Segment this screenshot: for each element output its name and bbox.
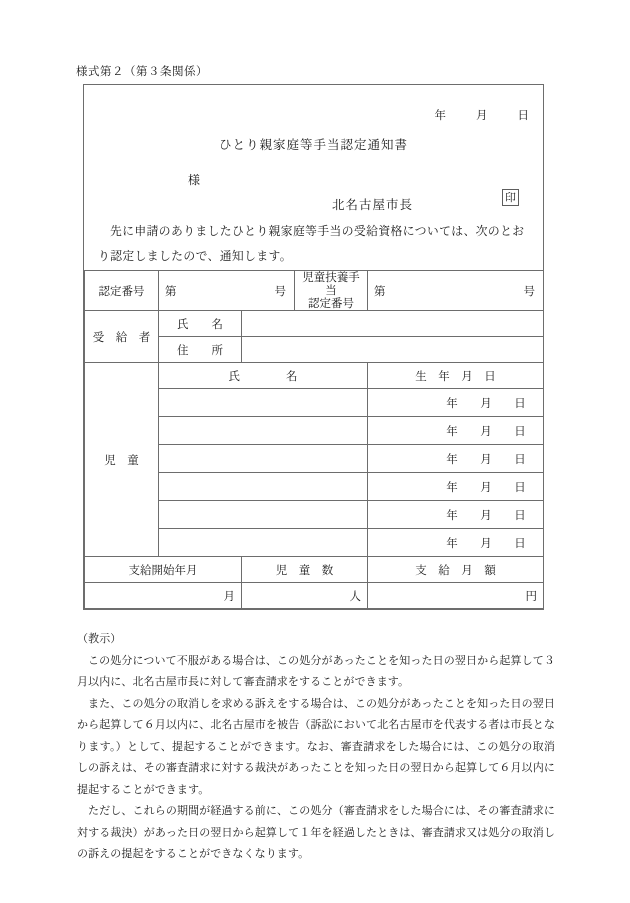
recipient-name-field[interactable]: [242, 311, 544, 337]
child-birthdate-field[interactable]: [368, 417, 544, 445]
legal-notice-paragraph-3: ただし、これらの期間が経過する前に、この処分（審査請求をした場合には、その審査請求に対する裁決）があった日の翌日から起算して１年を経過したときは、審査請求又は処分の取消しの訴えの提起をすることができなくなります。: [77, 804, 555, 860]
child-birth-day-label: 日: [514, 535, 526, 550]
child-birth-month-label: 月: [480, 479, 492, 494]
children-name-header: 氏 名: [159, 363, 368, 389]
recipient-address-label: 住 所: [159, 337, 242, 363]
certification-number-prefix: 第: [165, 283, 177, 298]
child-birth-day-label: 日: [514, 451, 526, 466]
children-count-field[interactable]: 人: [242, 583, 368, 609]
legal-notice-paragraph-2: また、この処分の取消しを求める訴えをする場合は、この処分があったことを知った日の翌日から起算して６月以内に、北名古屋市を被告（訴訟において北名古屋市を代表する者は市長となります。）として、提起することができます。なお、審査請求をした場合には、この処分の取消しの訴えは、その審査請求に対する裁決があったことを知った日の翌日から起算して６月以内に提起することができます。: [77, 696, 555, 796]
children-count-label: 児 童 数: [242, 557, 368, 583]
children-birthdate-header: 生 年 月 日: [368, 363, 544, 389]
child-birthdate-field[interactable]: [368, 389, 544, 417]
child-birthdate-field[interactable]: [368, 473, 544, 501]
child-allowance-number-label-line1: 児童扶養手当: [302, 270, 360, 297]
child-birthdate-field[interactable]: [368, 501, 544, 529]
child-name-field[interactable]: [159, 445, 368, 473]
table-row: [85, 557, 544, 583]
form-frame: [83, 84, 544, 610]
child-birth-day-label: 日: [514, 395, 526, 410]
form-number: 様式第２（第３条関係）: [76, 64, 208, 78]
child-birthdate-field[interactable]: [368, 445, 544, 473]
child-allowance-number-label: [295, 271, 368, 311]
payment-amount-label: 支 給 月 額: [368, 557, 544, 583]
child-birth-day-label: 日: [514, 423, 526, 438]
payment-amount-field[interactable]: 円: [368, 583, 544, 609]
child-allowance-number-prefix: 第: [374, 283, 386, 298]
legal-notice-section: [77, 628, 555, 865]
certification-table: [84, 270, 544, 609]
seal-icon: 印: [502, 189, 519, 206]
child-birth-year-label: 年: [446, 395, 458, 410]
child-birth-month-label: 月: [480, 507, 492, 522]
child-birth-year-label: 年: [446, 507, 458, 522]
child-birth-month-label: 月: [480, 535, 492, 550]
certification-number-label: 認定番号: [85, 271, 159, 311]
payment-start-label: 支給開始年月: [85, 557, 242, 583]
date-month-label: 月: [476, 108, 488, 122]
table-row: [85, 363, 544, 389]
legal-notice-heading: （教示）: [77, 632, 122, 645]
certification-number-field[interactable]: [159, 271, 295, 311]
child-birth-year-label: 年: [446, 451, 458, 466]
recipient-name-label: 氏 名: [159, 311, 242, 337]
child-name-field[interactable]: [159, 417, 368, 445]
child-birthdate-field[interactable]: [368, 529, 544, 557]
child-birth-year-label: 年: [446, 479, 458, 494]
child-birth-year-label: 年: [446, 535, 458, 550]
recipient-label: 受 給 者: [85, 311, 159, 363]
child-birth-month-label: 月: [480, 423, 492, 438]
child-birth-day-label: 日: [514, 479, 526, 494]
children-label: 児 童: [85, 363, 159, 557]
child-name-field[interactable]: [159, 473, 368, 501]
child-birth-year-label: 年: [446, 423, 458, 438]
certification-number-suffix: 号: [274, 283, 286, 298]
child-allowance-number-suffix: 号: [523, 283, 535, 298]
child-birth-month-label: 月: [480, 395, 492, 410]
table-row: [85, 271, 544, 311]
addressee-honorific: 様: [188, 173, 201, 187]
payment-start-field[interactable]: 月: [85, 583, 242, 609]
issue-date-line: [435, 107, 530, 123]
recipient-address-field[interactable]: [242, 337, 544, 363]
date-day-label: 日: [517, 108, 529, 122]
date-year-label: 年: [434, 108, 446, 122]
child-name-field[interactable]: [159, 501, 368, 529]
child-name-field[interactable]: [159, 529, 368, 557]
table-row: [85, 583, 544, 609]
child-name-field[interactable]: [159, 389, 368, 417]
child-allowance-number-label-line2: 認定番号: [308, 296, 354, 310]
notification-body-text: 先に申請のありましたひとり親家庭等手当の受給資格については、次のとおり認定しましたので、通知します。: [98, 224, 525, 263]
legal-notice-paragraph-1: この処分について不服がある場合は、この処分があったことを知った日の翌日から起算して３月以内に、北名古屋市長に対して審査請求をすることができます。: [77, 653, 555, 688]
child-birth-month-label: 月: [480, 451, 492, 466]
child-allowance-number-field[interactable]: [368, 271, 544, 311]
document-title: ひとり親家庭等手当認定通知書: [218, 137, 408, 152]
table-row: [85, 311, 544, 337]
issuer-name: 北名古屋市長: [332, 197, 414, 212]
form-header: [84, 85, 543, 270]
child-birth-day-label: 日: [514, 507, 526, 522]
